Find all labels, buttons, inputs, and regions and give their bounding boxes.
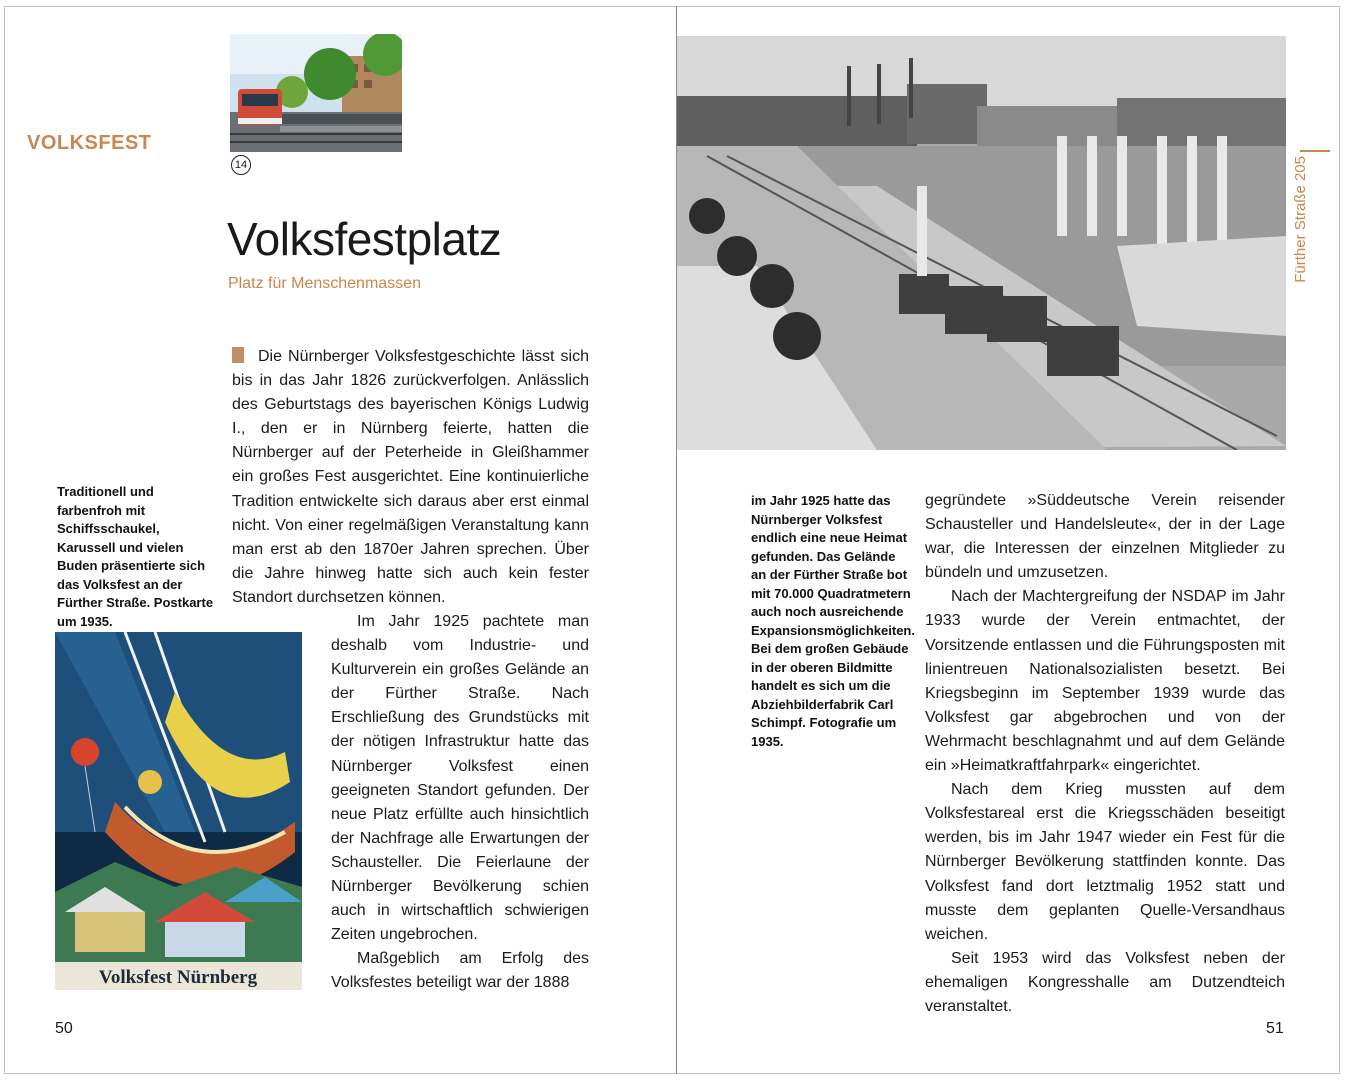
poster-title-text: Volksfest Nürnberg — [98, 967, 258, 988]
paragraph: Die Nürnberger Volksfestgeschichte lässt sich bis in das Jahr 1826 zurückverfolgen. Anlässlich des Geburtstags des bayerischen Königs Ludwig I., den er in Nürnberg feierte, hatten die Nürnberger auf der Peterheide in Gleißhammer ein großes Fest ausgerichtet. Eine kontinuierliche Tradition entwickelte sich daraus aber erst einmal nicht. Von einer regelmäßigen Veranstaltung kann man erst ab den 1870er Jahren sprechen. Über die Jahre hinweg hatte sich auch kein fester Standort durchsetzen können. — [232, 348, 589, 606]
poster-caption: Traditionell und farbenfroh mit Schiffsschaukel, Karussell und vielen Buden präsentierte sich das Volksfest an der Fürther Straße. Postkarte um 1935. — [57, 484, 214, 629]
station-number-badge: 14 — [231, 155, 251, 175]
running-head — [1292, 150, 1316, 312]
paragraph: Maßgeblich am Erfolg des Volksfestes beteiligt war der 1888 — [331, 950, 589, 992]
paragraph: gegründete »Süddeutsche Verein reisender Schausteller und Handelsleute«, der in der Lage war, die Interessen der einzelnen Mitglieder zu bündeln und umzusetzen. — [925, 492, 1285, 582]
page-number-left: 50 — [55, 1020, 73, 1037]
running-head-rule — [1300, 150, 1330, 152]
photo-caption: im Jahr 1925 hatte das Nürnberger Volksfest endlich eine neue Heimat gefunden. Das Gelände an der Fürther Straße bot mit 70.000 Quadratmetern auch noch ausreichende Expansionsmöglichkeiten. Bei dem großen Gebäude in der oberen Bildmitte handelt es sich um die Abziehbilderfabrik Carl Schimpf. Fotografie um 1935. — [751, 493, 915, 749]
page-number-right: 51 — [1266, 1020, 1284, 1037]
paragraph: Nach dem Krieg mussten auf dem Volksfestareal erst die Kriegsschäden beseitigt werden, bis im Jahr 1947 wieder ein Fest für die Nürnberger Bevölkerung stattfinden konnte. Das Volksfest fand dort letztmalig 1952 statt und musste dem geplanten Quelle-Versandhaus weichen. — [925, 781, 1285, 943]
running-head-text: Fürther Straße 205 — [1292, 156, 1309, 283]
thumbnail-photo — [230, 34, 402, 152]
historic-photo — [677, 36, 1286, 450]
body-text-left-top — [232, 345, 589, 610]
paragraph: Im Jahr 1925 pachtete man deshalb vom Industrie- und Kulturverein ein großes Gelände an der Fürther Straße. Nach Erschließung des Grundstücks mit der nötigen Infrastruktur hatte das Nürnberger Volksfest einen geeigneten Standort gefunden. Der neue Platz erfüllte auch hinsichtlich der Nachfrage alle Erwartungen der Schausteller. Die Feierlaune der Nürnberger Bevölkerung schien auch in wirtschaftlich schwierigen Zeiten ungebrochen. — [331, 613, 589, 944]
volksfest-poster — [55, 632, 302, 990]
paragraph: Nach der Machtergreifung der NSDAP im Jahr 1933 wurde der Verein entmachtet, der Vorsitzende entlassen und die Führungsposten mit linientreuen Nationalsozialisten besetzt. Bei Kriegsbeginn im September 1939 wurde das Volksfest gar abgebrochen und von der Wehrmacht beschlagnahmt und auf dem Gelände ein »Heimatkraftfahrpark« eingerichtet. — [925, 588, 1285, 775]
paragraph-marker — [232, 347, 244, 363]
page-subtitle: Platz für Menschenmassen — [228, 275, 421, 292]
section-label: VOLKSFEST — [27, 132, 152, 154]
body-text-left-bottom — [331, 610, 589, 996]
body-text-right — [925, 489, 1285, 1019]
page-title: Volksfestplatz — [227, 213, 502, 265]
paragraph: Seit 1953 wird das Volksfest neben der ehemaligen Kongresshalle am Dutzendteich veranstaltet. — [925, 949, 1285, 1015]
